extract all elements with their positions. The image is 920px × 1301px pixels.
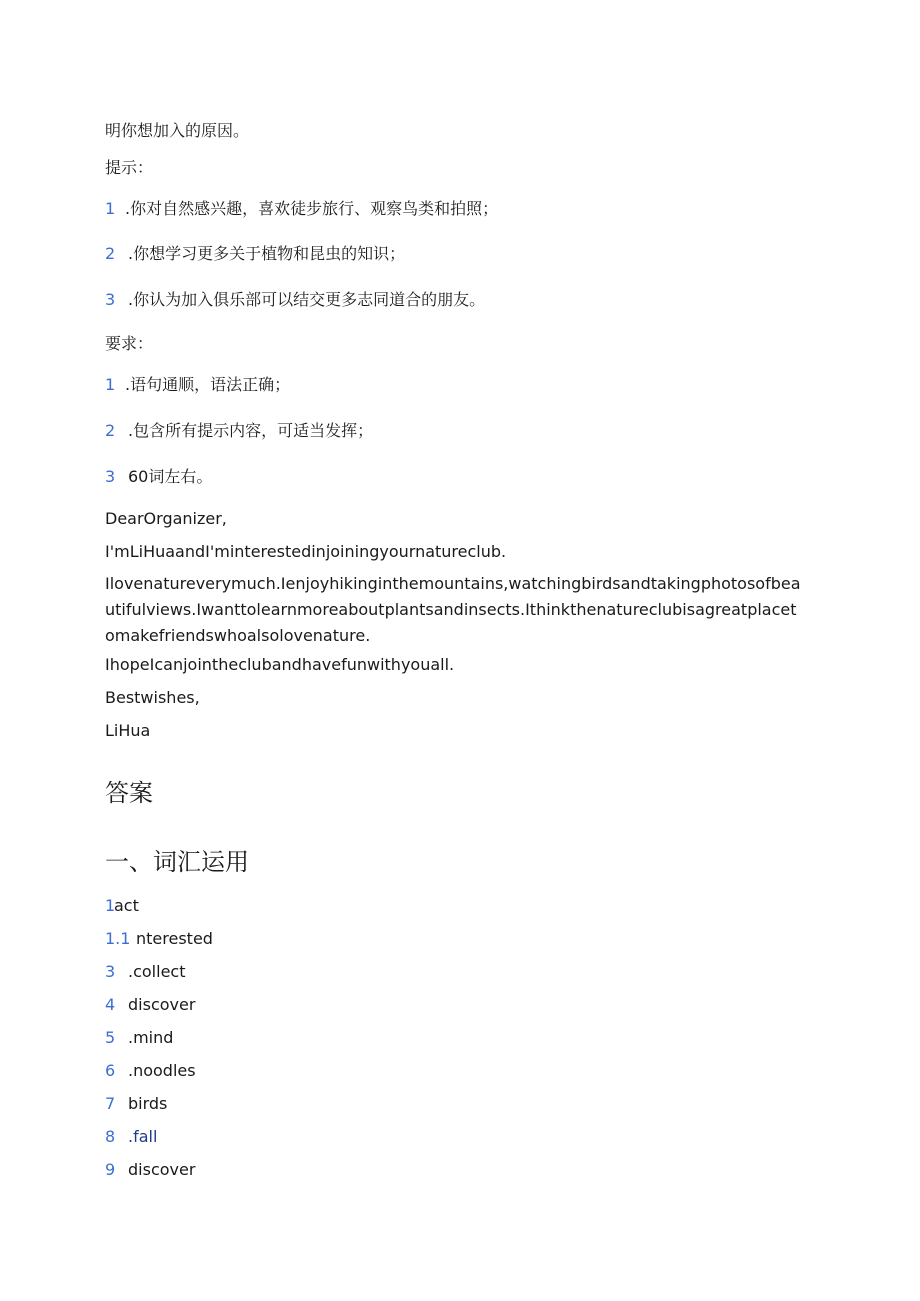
answer-text: act (114, 896, 139, 915)
requirement-number: 2 (105, 421, 116, 440)
requirement-item (105, 421, 373, 441)
answer-text: .collect (128, 962, 186, 981)
hint-item (105, 244, 405, 264)
requirement-text: .包含所有提示内容，可适当发挥； (128, 421, 374, 440)
intro-text: 明你想加入的原因。 (105, 121, 250, 140)
requirements-label: 要求： (105, 334, 154, 353)
answer-item (105, 1127, 157, 1147)
section-heading: 一、词汇运用 (105, 848, 249, 876)
answer-number: 1.1 (105, 929, 131, 948)
answer-item (105, 995, 195, 1015)
requirement-number: 3 (105, 467, 116, 486)
hint-item (105, 199, 498, 219)
answer-item (105, 1160, 195, 1180)
answer-item (105, 1028, 173, 1048)
letter-paragraph: Ilovenatureverymuch.Ienjoyhikinginthemountains,watchingbirdsandtakingphotosofbeautifulviews.Iwanttolearnmoreaboutplantsandinsects.Ithinkthenatureclubisagreatplacetomakefriendswhoalsolovenature. (105, 574, 801, 645)
answer-text: discover (128, 995, 196, 1014)
answer-text: discover (128, 1160, 196, 1179)
answer-number: 4 (105, 995, 116, 1014)
answer-item (105, 929, 213, 949)
hint-number: 2 (105, 244, 116, 263)
answer-number: 6 (105, 1061, 116, 1080)
answer-number: 1 (105, 896, 116, 915)
hint-text: .你想学习更多关于植物和昆虫的知识； (128, 244, 406, 263)
answer-number: 9 (105, 1160, 116, 1179)
answer-text: .fall (128, 1127, 158, 1146)
answer-item (105, 962, 185, 982)
answer-number: 7 (105, 1094, 116, 1113)
answer-text: birds (128, 1094, 168, 1113)
letter-signature: LiHua (105, 721, 151, 740)
requirement-number: 1 (105, 375, 116, 394)
answer-item (105, 896, 139, 916)
answer-text: .mind (128, 1028, 174, 1047)
letter-closing: Bestwishes, (105, 688, 200, 707)
hint-item (105, 290, 485, 310)
answer-text: nterested (136, 929, 213, 948)
answer-heading: 答案 (105, 779, 153, 807)
letter-greeting: DearOrganizer, (105, 509, 227, 528)
requirement-item (105, 375, 290, 395)
hint-number: 3 (105, 290, 116, 309)
hint-number: 1 (105, 199, 116, 218)
requirement-text: .语句通顺，语法正确； (125, 375, 291, 394)
letter-paragraph: IhopeIcanjointheclubandhavefunwithyouall. (105, 655, 455, 674)
answer-number: 8 (105, 1127, 116, 1146)
answer-number: 3 (105, 962, 116, 981)
letter-paragraph: I'mLiHuaandI'minterestedinjoiningyournatureclub. (105, 542, 507, 561)
requirement-item (105, 467, 212, 487)
hint-text: .你认为加入俱乐部可以结交更多志同道合的朋友。 (128, 290, 486, 309)
answer-text: .noodles (128, 1061, 196, 1080)
answer-number: 5 (105, 1028, 116, 1047)
requirement-text: 60词左右。 (128, 467, 213, 486)
answer-item (105, 1061, 196, 1081)
hint-text: .你对自然感兴趣，喜欢徒步旅行、观察鸟类和拍照； (125, 199, 499, 218)
answer-item (105, 1094, 167, 1114)
hints-label: 提示： (105, 158, 154, 177)
